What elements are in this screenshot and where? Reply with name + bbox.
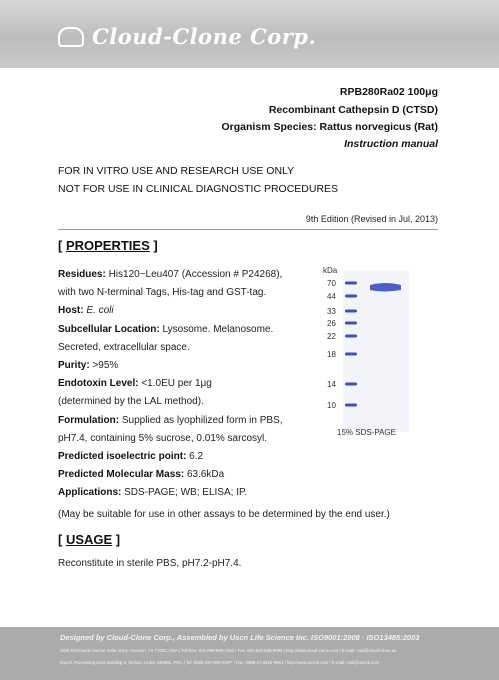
usage-text: Reconstitute in sterile PBS, pH7.2-pH7.4. xyxy=(58,558,242,569)
ladder-band xyxy=(345,404,357,407)
divider xyxy=(58,229,438,230)
marker-label: 70 xyxy=(327,279,336,288)
properties-list xyxy=(58,266,313,503)
marker-label: 10 xyxy=(327,401,336,410)
ladder-band xyxy=(345,310,357,313)
sds-page-gel xyxy=(323,262,413,437)
footer-banner xyxy=(0,627,499,680)
marker-label: 22 xyxy=(327,332,336,341)
formulation-cont: pH7.4, containing 5% sucrose, 0.01% sarcosyl. xyxy=(58,432,267,444)
ladder-band xyxy=(345,353,357,356)
endotoxin-row: Endotoxin Level: <1.0EU per 1μg xyxy=(58,378,212,390)
purity-row: Purity: >95% xyxy=(58,360,119,372)
residues-row: Residues: His120~Leu407 (Accession # P24268), xyxy=(58,269,283,280)
clinical-notice: NOT FOR USE IN CLINICAL DIAGNOSTIC PROCEDURES xyxy=(58,183,339,195)
marker-label: 26 xyxy=(327,319,336,328)
organism-species: Organism Species: Rattus norvegicus (Rat) xyxy=(221,121,438,133)
manual-label: Instruction manual xyxy=(344,138,438,150)
company-name: Cloud-Clone Corp. xyxy=(92,24,317,49)
marker-label: 18 xyxy=(327,350,336,359)
ladder-band xyxy=(345,322,357,325)
pi-row: Predicted isoelectric point: 6.2 xyxy=(58,451,204,463)
header-banner xyxy=(0,0,499,68)
footer-credit: Designed by Cloud-Clone Corp., Assembled by Uscn Life Science Inc. ISO9001:2008 · ISO13485:2003 xyxy=(60,633,420,642)
research-notice: FOR IN VITRO USE AND RESEARCH USE ONLY xyxy=(58,165,295,177)
properties-heading: [ PROPERTIES ] xyxy=(58,238,158,253)
applications-row: Applications: SDS-PAGE; WB; ELISA; IP. xyxy=(58,487,248,499)
gel-background xyxy=(343,270,409,432)
ladder-band xyxy=(345,282,357,285)
product-code: RPB280Ra02 100μg xyxy=(339,86,438,98)
mass-row: Predicted Molecular Mass: 63.6kDa xyxy=(58,469,225,481)
edition-info: 9th Edition (Revised in Jul, 2013) xyxy=(305,214,438,224)
location-cont: Secreted, extracellular space. xyxy=(58,341,190,353)
footer-address-us: 1820 Richmond Avenue Suite 1019, Houston, TX 77002, USA | Toll-free: 001-888-960-7402 | Fax: 001-832-538-0088 | http://www.cloud-clone.com | E-mail: mail@cloud-clone.us xyxy=(60,648,397,653)
ladder-band xyxy=(345,383,357,386)
marker-label: 33 xyxy=(327,307,336,316)
footer-address-cn: Export Processing Zone Building II, Wuhan, Hubei 430056, PRC | Tel: 0086-027-849-044** | Fax: 0086-27-8425-9551 | http://www.uscnk.com | E-mail: mail@uscnk.com xyxy=(60,660,380,665)
residues-cont: with two N-terminal Tags, His-tag and GST-tag. xyxy=(58,287,267,299)
applications-note: (May be suitable for use in other assays to be determined by the end user.) xyxy=(58,509,390,520)
marker-label: 14 xyxy=(327,380,336,389)
location-row: Subcellular Location: Lysosome. Melanosome. xyxy=(58,323,274,335)
ladder-band xyxy=(345,335,357,338)
endotoxin-cont: (determined by the LAL method). xyxy=(58,396,204,408)
usage-heading: [ USAGE ] xyxy=(58,532,121,547)
product-name: Recombinant Cathepsin D (CTSD) xyxy=(268,104,438,116)
sample-band xyxy=(370,283,401,292)
cloud-icon xyxy=(58,27,84,47)
company-logo xyxy=(58,24,316,49)
marker-label: 44 xyxy=(327,292,336,301)
gel-unit: kDa xyxy=(323,266,338,275)
formulation-row: Formulation: Supplied as lyophilized form in PBS, xyxy=(58,414,283,426)
host-row: Host: E. coli xyxy=(58,305,114,317)
ladder-band xyxy=(345,295,357,298)
gel-caption: 15% SDS-PAGE xyxy=(337,428,396,437)
